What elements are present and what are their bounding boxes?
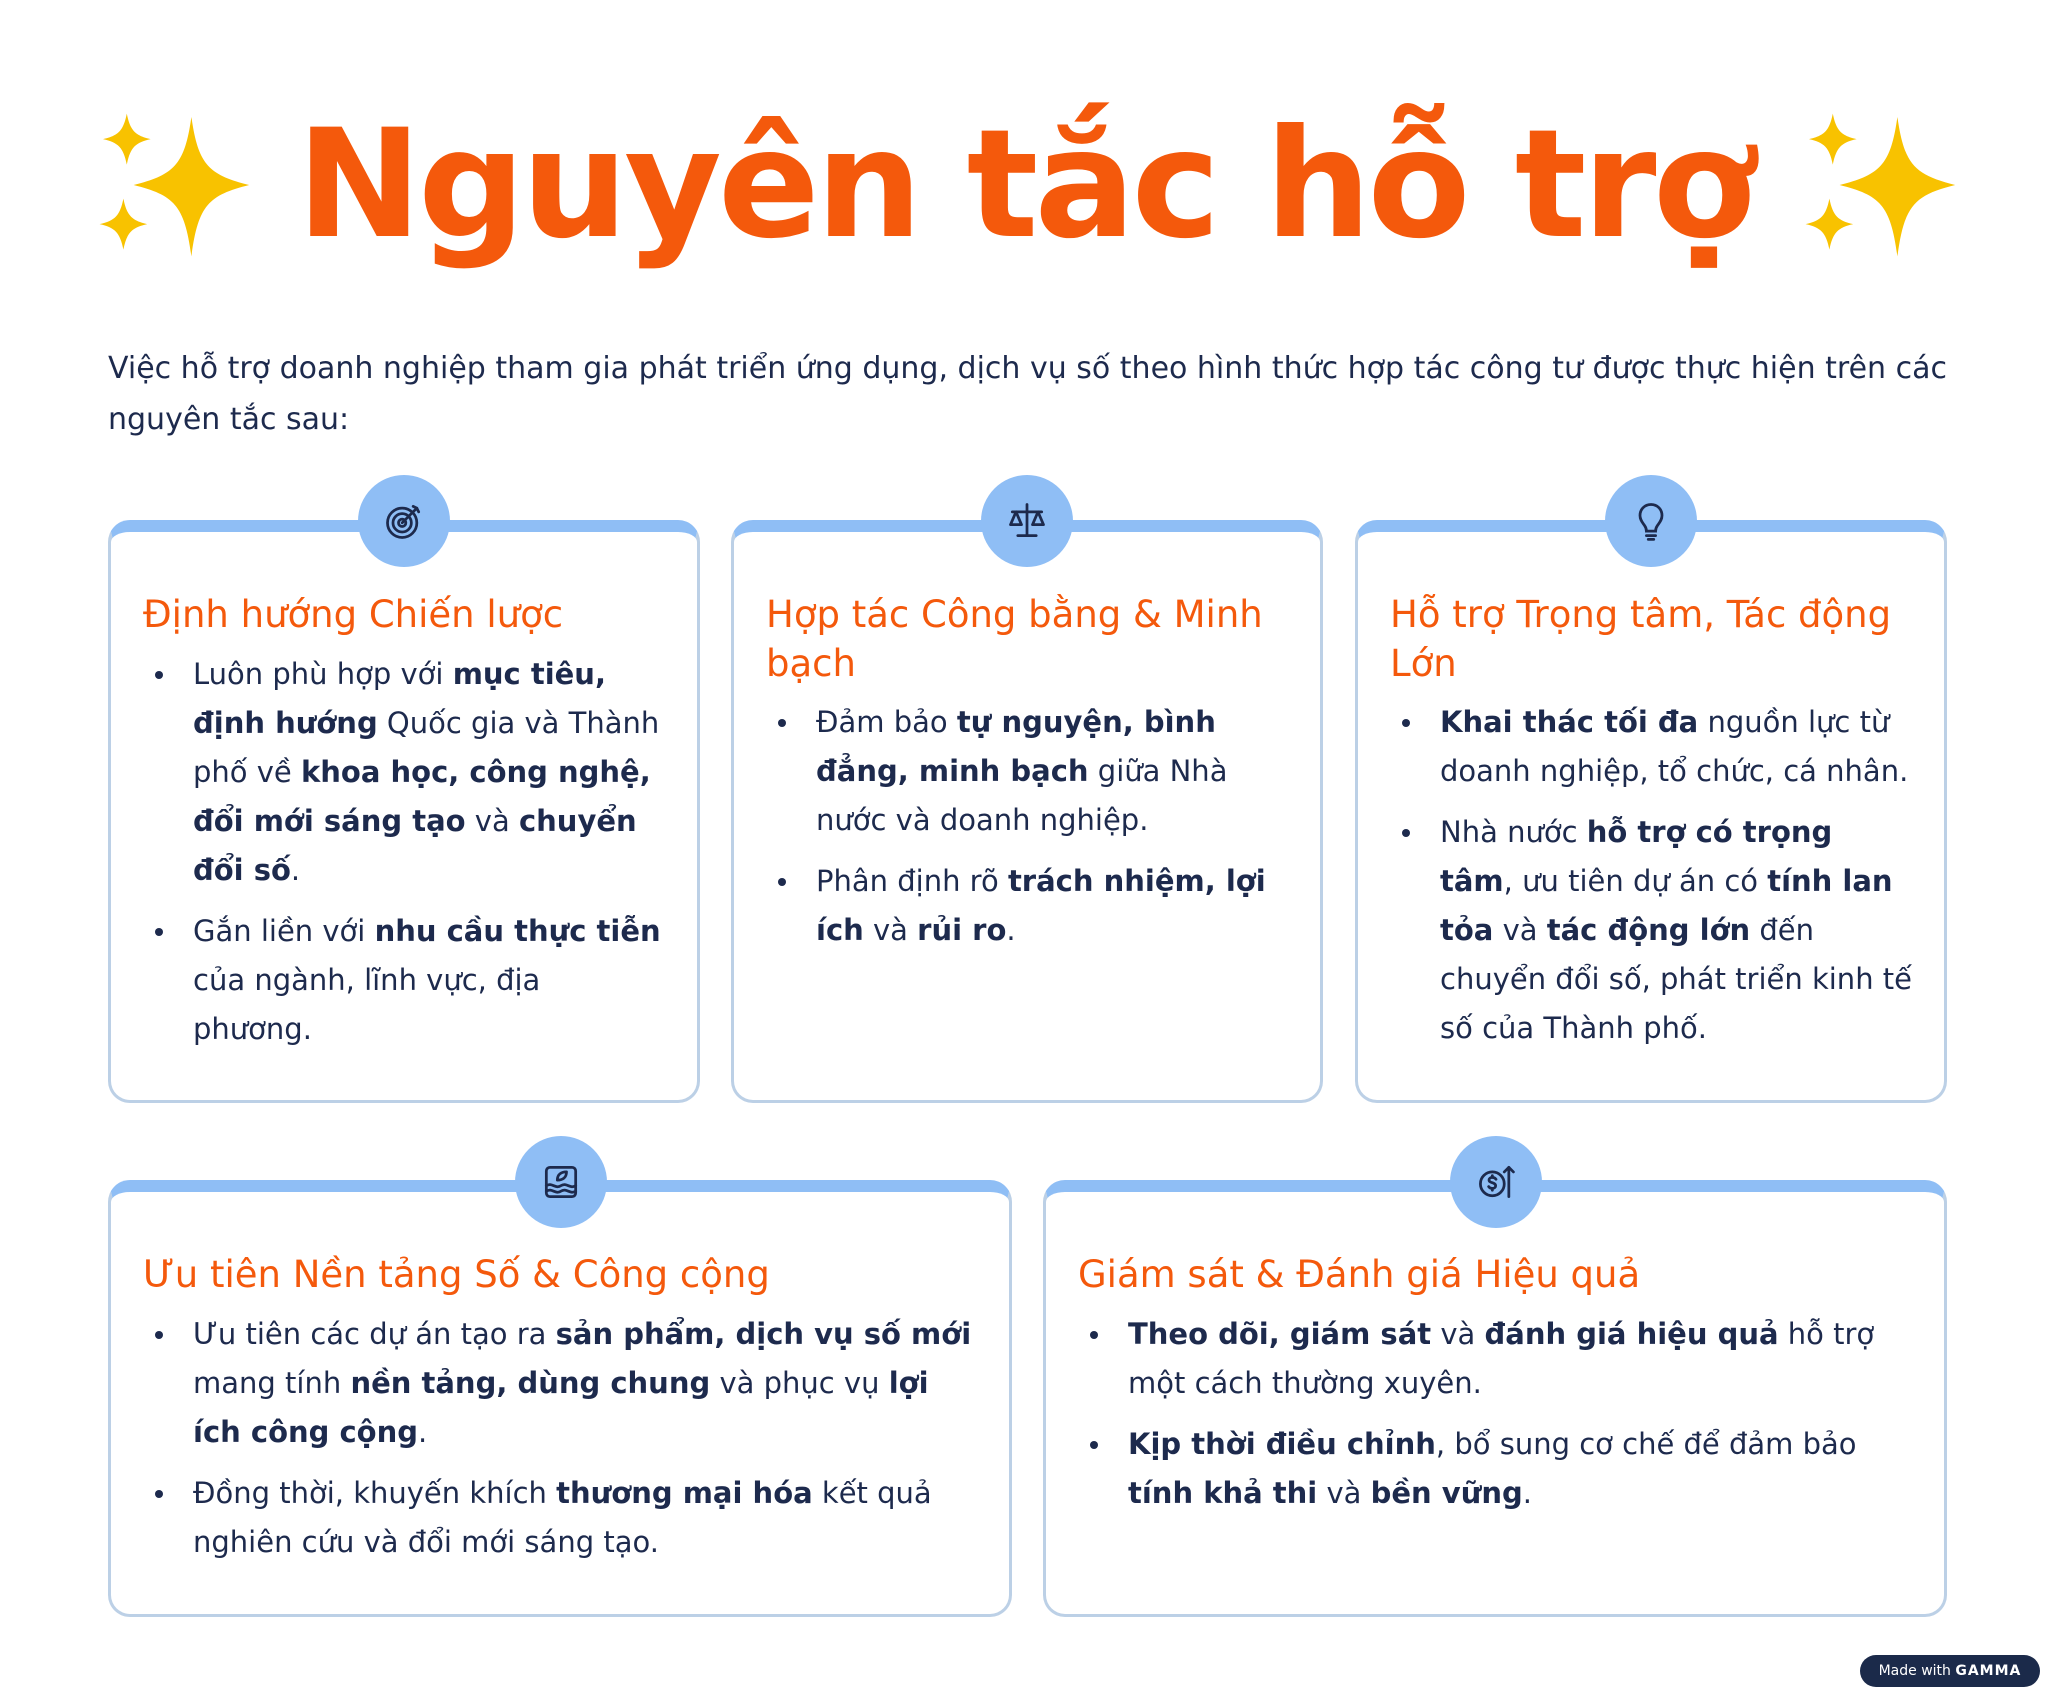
page-title: Nguyên tắc hỗ trợ: [296, 98, 1752, 272]
emphasis-text: Theo dõi, giám sát: [1128, 1317, 1432, 1351]
emphasis-text: chuyển đổi số: [193, 804, 637, 887]
emphasis-text: Khai thác tối đa: [1440, 705, 1699, 739]
badge-prefix: Made with: [1878, 1663, 1951, 1679]
card-icon-badge: [981, 475, 1073, 567]
emphasis-text: Kịp thời điều chỉnh: [1128, 1427, 1436, 1461]
bullet-list: [143, 1310, 979, 1579]
list-item: Theo dõi, giám sát và đánh giá hiệu quả hỗ trợ một cách thường xuyên.: [1078, 1310, 1914, 1408]
principle-card: [731, 520, 1323, 1103]
card-title: Giám sát & Đánh giá Hiệu quả: [1078, 1253, 1641, 1296]
sparkles-icon: [1792, 100, 1962, 270]
principle-card: [1043, 1180, 1947, 1617]
list-item: Kịp thời điều chỉnh, bổ sung cơ chế để đảm bảo tính khả thi và bền vững.: [1078, 1420, 1914, 1518]
principle-card: [108, 520, 700, 1103]
intro-paragraph: Việc hỗ trợ doanh nghiệp tham gia phát triển ứng dụng, dịch vụ số theo hình thức hợp tác công tư được thực hiện trên các nguyên tắc sau:: [108, 351, 1947, 437]
emphasis-text: bền vững: [1370, 1476, 1523, 1510]
made-with-gamma-badge[interactable]: [1860, 1655, 2040, 1687]
emphasis-text: nền tảng, dùng chung: [350, 1366, 711, 1400]
principle-card: [108, 1180, 1012, 1617]
emphasis-text: trách nhiệm, lợi ích: [816, 864, 1266, 947]
card-icon-badge: [1605, 475, 1697, 567]
principle-card: [1355, 520, 1947, 1103]
emphasis-text: sản phẩm, dịch vụ số mới: [555, 1317, 972, 1351]
platform-icon: [539, 1160, 583, 1204]
list-item: Ưu tiên các dự án tạo ra sản phẩm, dịch vụ số mới mang tính nền tảng, dùng chung và phục vụ lợi ích công cộng.: [143, 1310, 979, 1457]
list-item: Đồng thời, khuyến khích thương mại hóa kết quả nghiên cứu và đổi mới sáng tạo.: [143, 1469, 979, 1567]
emphasis-text: mục tiêu, định hướng: [193, 657, 606, 740]
bullet-list: [143, 650, 667, 1066]
card-icon-badge: [358, 475, 450, 567]
list-item: Đảm bảo tự nguyện, bình đẳng, minh bạch giữa Nhà nước và doanh nghiệp.: [766, 698, 1290, 845]
card-title: Ưu tiên Nền tảng Số & Công cộng: [143, 1253, 770, 1296]
sparkles-icon: [86, 100, 256, 270]
card-title: Hợp tác Công bằng & Minh bạch: [766, 593, 1263, 685]
card-title: Định hướng Chiến lược: [143, 593, 564, 636]
emphasis-text: khoa học, công nghệ, đổi mới sáng tạo: [193, 755, 651, 838]
emphasis-text: nhu cầu thực tiễn: [374, 914, 661, 948]
emphasis-text: tính lan tỏa: [1440, 864, 1893, 947]
emphasis-text: đánh giá hiệu quả: [1484, 1317, 1779, 1351]
badge-brand: GAMMA: [1955, 1663, 2022, 1679]
emphasis-text: rủi ro: [917, 913, 1007, 947]
scales-icon: [1005, 499, 1049, 543]
emphasis-text: lợi ích công cộng: [193, 1366, 929, 1449]
title-row: [0, 85, 2048, 285]
list-item: Luôn phù hợp với mục tiêu, định hướng Quốc gia và Thành phố về khoa học, công nghệ, đổi mới sáng tạo và chuyển đổi số.: [143, 650, 667, 895]
bullet-list: [1390, 698, 1914, 1065]
card-icon-badge: [1450, 1136, 1542, 1228]
emphasis-text: tính khả thi: [1128, 1476, 1318, 1510]
bullet-list: [1078, 1310, 1914, 1530]
list-item: Gắn liền với nhu cầu thực tiễn của ngành, lĩnh vực, địa phương.: [143, 907, 667, 1054]
emphasis-text: tự nguyện, bình đẳng, minh bạch: [816, 705, 1216, 788]
bullet-list: [766, 698, 1290, 967]
emphasis-text: thương mại hóa: [556, 1476, 813, 1510]
target-icon: [382, 499, 426, 543]
card-icon-badge: [515, 1136, 607, 1228]
emphasis-text: tác động lớn: [1546, 913, 1751, 947]
emphasis-text: hỗ trợ có trọng tâm: [1440, 815, 1833, 898]
list-item: Phân định rõ trách nhiệm, lợi ích và rủi ro.: [766, 857, 1290, 955]
list-item: Nhà nước hỗ trợ có trọng tâm, ưu tiên dự án có tính lan tỏa và tác động lớn đến chuyển đổi số, phát triển kinh tế số của Thành phố.: [1390, 808, 1914, 1053]
lightbulb-icon: [1629, 499, 1673, 543]
card-title: Hỗ trợ Trọng tâm, Tác động Lớn: [1390, 593, 1892, 685]
list-item: Khai thác tối đa nguồn lực từ doanh nghiệp, tổ chức, cá nhân.: [1390, 698, 1914, 796]
dollar-growth-icon: [1474, 1160, 1518, 1204]
